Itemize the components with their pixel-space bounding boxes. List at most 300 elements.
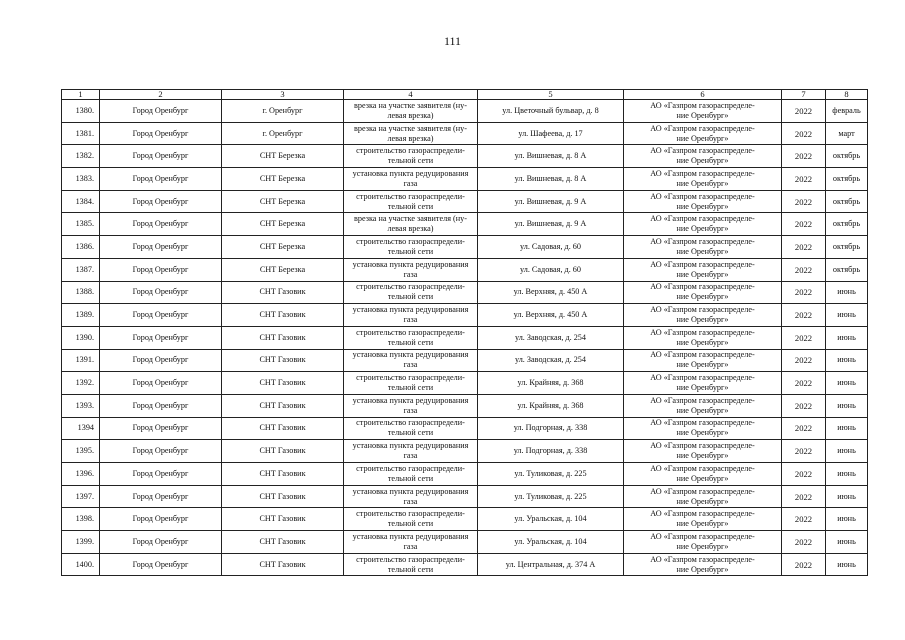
work-description-cell [344,372,478,395]
month: июнь [837,355,856,365]
row-number-cell [62,485,100,508]
locality: СНТ Газовик [259,332,306,342]
month-cell [826,304,868,327]
city: Город Оренбург [132,559,189,569]
year-cell [782,304,826,327]
address: ул. Крайняя, д. 368 [517,400,584,410]
address: ул. Вишневая, д. 8 А [514,151,587,161]
locality-cell [222,372,344,395]
city-cell [100,440,222,463]
table-row [62,508,868,531]
row-number: 1387. [75,264,94,274]
organization-line: АО «Газпром газораспределе- [650,282,755,292]
address: ул. Вишневая, д. 9 А [514,196,587,206]
organization-line: АО «Газпром газораспределе- [650,418,755,428]
work-description-cell [344,281,478,304]
city: Город Оренбург [132,446,189,456]
city: Город Оренбург [132,332,189,342]
month: июнь [837,400,856,410]
month: июнь [837,559,856,569]
address: ул. Вишневая, д. 9 А [514,219,587,229]
address-cell [478,394,624,417]
work-description-line: тельной сети [387,428,434,438]
month-cell [826,349,868,372]
year: 2022 [794,151,813,162]
work-description-line: газа [403,269,418,279]
work-description-line: строительство газораспредели- [356,554,465,564]
work-description-cell [344,168,478,191]
year: 2022 [794,128,813,139]
organization-cell [624,463,782,486]
work-description-line: установка пункта редуцирования [352,350,469,360]
locality: СНТ Газовик [259,559,306,569]
work-description-line: строительство газораспредели- [356,418,465,428]
locality: СНТ Газовик [259,491,306,501]
locality: СНТ Газовик [259,355,306,365]
work-description-cell [344,485,478,508]
month: февраль [832,105,861,115]
address: ул. Туликовая, д. 225 [514,491,587,501]
work-description-cell [344,100,478,123]
city: Город Оренбург [132,536,189,546]
locality-cell [222,326,344,349]
year-cell [782,122,826,145]
city-cell [100,463,222,486]
organization-cell [624,326,782,349]
work-description-line: строительство газораспредели- [356,373,465,383]
work-description-line: строительство газораспредели- [356,327,465,337]
month-cell [826,258,868,281]
month: октябрь [832,151,861,161]
row-number: 1399. [75,536,94,546]
organization-line: АО «Газпром газораспределе- [650,146,755,156]
locality-cell [222,440,344,463]
city: Город Оренбург [132,310,189,320]
organization-cell [624,190,782,213]
column-header: 6 [624,90,782,100]
address-cell [478,145,624,168]
address-cell [478,553,624,576]
column-header: 7 [782,90,826,100]
organization-cell [624,349,782,372]
address-cell [478,440,624,463]
organization-line: АО «Газпром газораспределе- [650,441,755,451]
organization-line: ние Оренбург» [676,201,729,211]
month-cell [826,553,868,576]
city-cell [100,145,222,168]
row-number-cell [62,213,100,236]
row-number-cell [62,440,100,463]
city: Город Оренбург [132,514,189,524]
row-number: 1400. [75,559,94,569]
organization-line: АО «Газпром газораспределе- [650,191,755,201]
year: 2022 [794,105,813,116]
month: июнь [837,378,856,388]
organization-line: ние Оренбург» [676,541,729,551]
city: Город Оренбург [132,355,189,365]
organization-line: ние Оренбург» [676,496,729,506]
month: октябрь [832,264,861,274]
table-row [62,394,868,417]
table-body [62,90,868,576]
year: 2022 [794,468,813,479]
month: июнь [837,514,856,524]
organization-line: АО «Газпром газораспределе- [650,236,755,246]
year-cell [782,417,826,440]
city: Город Оренбург [132,219,189,229]
row-number-cell [62,100,100,123]
address-cell [478,463,624,486]
work-description-cell [344,326,478,349]
work-description-line: тельной сети [387,292,434,302]
city: Город Оренбург [132,173,189,183]
address: ул. Вишневая, д. 8 А [514,173,587,183]
table-row [62,281,868,304]
city-cell [100,485,222,508]
address-cell [478,531,624,554]
work-description-cell [344,236,478,259]
table-row [62,440,868,463]
row-number: 1386. [75,241,94,251]
organization-cell [624,168,782,191]
organization-line: АО «Газпром газораспределе- [650,373,755,383]
month: июнь [837,332,856,342]
month: июнь [837,310,856,320]
locality-cell [222,213,344,236]
address: ул. Верхняя, д. 450 А [513,287,588,297]
year: 2022 [794,264,813,275]
city-cell [100,304,222,327]
year-cell [782,372,826,395]
work-description-cell [344,349,478,372]
work-description-line: установка пункта редуцирования [352,168,469,178]
city-cell [100,168,222,191]
city-cell [100,508,222,531]
table-row [62,417,868,440]
locality: СНТ Газовик [259,536,306,546]
work-description-line: врезка на участке заявителя (ну- [354,123,467,133]
locality-cell [222,168,344,191]
table-row [62,485,868,508]
address-cell [478,281,624,304]
organization-line: ние Оренбург» [676,383,729,393]
year: 2022 [794,196,813,207]
year-cell [782,531,826,554]
month-cell [826,168,868,191]
table-row [62,531,868,554]
year-cell [782,463,826,486]
month-cell [826,122,868,145]
city-cell [100,213,222,236]
organization-line: АО «Газпром газораспределе- [650,463,755,473]
locality: СНТ Березка [259,264,306,274]
locality-cell [222,485,344,508]
row-number: 1388. [75,287,94,297]
month: июнь [837,423,856,433]
table-row [62,100,868,123]
year-cell [782,281,826,304]
address: ул. Садовая, д. 60 [520,241,581,251]
work-description-line: установка пункта редуцирования [352,305,469,315]
year: 2022 [794,355,813,366]
city: Город Оренбург [132,491,189,501]
city: Город Оренбург [132,400,189,410]
address-cell [478,236,624,259]
work-description-cell [344,508,478,531]
city-cell [100,372,222,395]
work-description-line: врезка на участке заявителя (ну- [354,100,467,110]
organization-line: ние Оренбург» [676,451,729,461]
row-number-cell [62,326,100,349]
table-row [62,463,868,486]
organization-cell [624,122,782,145]
organization-line: АО «Газпром газораспределе- [650,554,755,564]
address-cell [478,258,624,281]
year-cell [782,349,826,372]
work-description-line: газа [403,360,418,370]
locality: СНТ Газовик [259,514,306,524]
work-description-line: газа [403,315,418,325]
row-number: 1380. [75,105,94,115]
month: июнь [837,287,856,297]
address: ул. Садовая, д. 60 [520,264,581,274]
year-cell [782,440,826,463]
organization-line: ние Оренбург» [676,405,729,415]
row-number: 1384. [75,196,94,206]
work-description-line: тельной сети [387,564,434,574]
address: ул. Заводская, д. 254 [514,332,586,342]
work-description-line: установка пункта редуцирования [352,395,469,405]
organization-line: АО «Газпром газораспределе- [650,350,755,360]
row-number: 1398. [75,514,94,524]
row-number-cell [62,236,100,259]
address: ул. Цветочный бульвар, д. 8 [502,105,599,115]
city-cell [100,236,222,259]
month-cell [826,531,868,554]
table-row [62,349,868,372]
row-number: 1385. [75,219,94,229]
work-description-cell [344,394,478,417]
month-cell [826,326,868,349]
work-description-line: газа [403,496,418,506]
row-number-cell [62,508,100,531]
address-cell [478,304,624,327]
locality-cell [222,122,344,145]
year: 2022 [794,491,813,502]
organization-cell [624,440,782,463]
work-description-line: тельной сети [387,201,434,211]
work-description-line: врезка на участке заявителя (ну- [354,214,467,224]
month: июнь [837,536,856,546]
row-number: 1393. [75,400,94,410]
organization-line: АО «Газпром газораспределе- [650,305,755,315]
address: ул. Уральская, д. 104 [514,514,587,524]
organization-line: ние Оренбург» [676,269,729,279]
address: ул. Крайняя, д. 368 [517,378,584,388]
column-header: 5 [478,90,624,100]
row-number-cell [62,463,100,486]
work-description-line: установка пункта редуцирования [352,531,469,541]
row-number-cell [62,304,100,327]
city: Город Оренбург [132,196,189,206]
city-cell [100,190,222,213]
city-cell [100,349,222,372]
month-cell [826,213,868,236]
month: октябрь [832,219,861,229]
page-number: 111 [443,34,462,48]
row-number: 1392. [75,378,94,388]
organization-cell [624,394,782,417]
year-cell [782,100,826,123]
organization-line: АО «Газпром газораспределе- [650,123,755,133]
year: 2022 [794,536,813,547]
organization-cell [624,485,782,508]
city: Город Оренбург [132,378,189,388]
row-number-cell [62,281,100,304]
address-cell [478,100,624,123]
city: Город Оренбург [132,468,189,478]
month: июнь [837,446,856,456]
work-description-line: левая врезка) [387,133,434,143]
row-number-cell [62,372,100,395]
address: ул. Туликовая, д. 225 [514,468,587,478]
work-description-line: установка пункта редуцирования [352,486,469,496]
year: 2022 [794,400,813,411]
city: Город Оренбург [132,264,189,274]
city-cell [100,417,222,440]
month-cell [826,100,868,123]
work-description-line: газа [403,451,418,461]
row-number-cell [62,145,100,168]
table-row [62,145,868,168]
organization-cell [624,236,782,259]
year-cell [782,394,826,417]
address-cell [478,122,624,145]
month: октябрь [832,173,861,183]
city: Город Оренбург [132,241,189,251]
year-cell [782,553,826,576]
month: июнь [837,468,856,478]
organization-line: АО «Газпром газораспределе- [650,168,755,178]
address: ул. Заводская, д. 254 [514,355,586,365]
work-description-line: левая врезка) [387,110,434,120]
city: Город Оренбург [132,128,189,138]
work-description-cell [344,122,478,145]
address: ул. Шафеева, д. 17 [518,128,583,138]
year-cell [782,213,826,236]
row-number: 1381. [75,128,94,138]
work-description-line: установка пункта редуцирования [352,441,469,451]
organization-line: ние Оренбург» [676,156,729,166]
year: 2022 [794,219,813,230]
year: 2022 [794,241,813,252]
row-number-cell [62,417,100,440]
locality-cell [222,281,344,304]
address: ул. Уральская, д. 104 [514,536,587,546]
locality: г. Оренбург [262,128,303,138]
work-description-line: строительство газораспредели- [356,509,465,519]
locality: СНТ Газовик [259,310,306,320]
row-number: 1391. [75,355,94,365]
work-description-line: тельной сети [387,337,434,347]
month: июнь [837,491,856,501]
city-cell [100,258,222,281]
table-row [62,190,868,213]
locality-cell [222,394,344,417]
year-cell [782,236,826,259]
month-cell [826,463,868,486]
city-cell [100,553,222,576]
column-header: 2 [100,90,222,100]
organization-line: АО «Газпром газораспределе- [650,509,755,519]
year: 2022 [794,173,813,184]
work-description-cell [344,463,478,486]
work-description-line: тельной сети [387,519,434,529]
organization-cell [624,100,782,123]
locality: СНТ Газовик [259,400,306,410]
table-row [62,326,868,349]
organization-cell [624,304,782,327]
row-number-cell [62,190,100,213]
row-number-cell [62,349,100,372]
locality: СНТ Березка [259,241,306,251]
year: 2022 [794,446,813,457]
organization-cell [624,417,782,440]
work-description-line: тельной сети [387,246,434,256]
address-cell [478,213,624,236]
locality-cell [222,531,344,554]
locality-cell [222,190,344,213]
work-description-cell [344,258,478,281]
address-cell [478,349,624,372]
work-description-line: газа [403,178,418,188]
city: Город Оренбург [132,105,189,115]
work-description-cell [344,304,478,327]
row-number-cell [62,168,100,191]
work-description-line: левая врезка) [387,224,434,234]
row-number-cell [62,122,100,145]
month-cell [826,236,868,259]
row-number: 1390. [75,332,94,342]
work-description-line: строительство газораспредели- [356,282,465,292]
work-description-cell [344,440,478,463]
work-description-line: тельной сети [387,383,434,393]
organization-cell [624,372,782,395]
month-cell [826,281,868,304]
locality-cell [222,100,344,123]
locality: СНТ Газовик [259,287,306,297]
locality: г. Оренбург [262,105,303,115]
table-row [62,258,868,281]
organization-line: ние Оренбург» [676,133,729,143]
month: март [838,128,855,138]
month-cell [826,440,868,463]
row-number: 1395. [75,446,94,456]
organization-cell [624,508,782,531]
locality: СНТ Березка [259,196,306,206]
locality: СНТ Газовик [259,378,306,388]
city-cell [100,531,222,554]
year: 2022 [794,310,813,321]
locality: СНТ Березка [259,219,306,229]
organization-line: ние Оренбург» [676,428,729,438]
organization-line: ние Оренбург» [676,224,729,234]
work-description-cell [344,145,478,168]
year: 2022 [794,423,813,434]
organization-line: ние Оренбург» [676,360,729,370]
locality: СНТ Березка [259,173,306,183]
address: ул. Верхняя, д. 450 А [513,310,588,320]
